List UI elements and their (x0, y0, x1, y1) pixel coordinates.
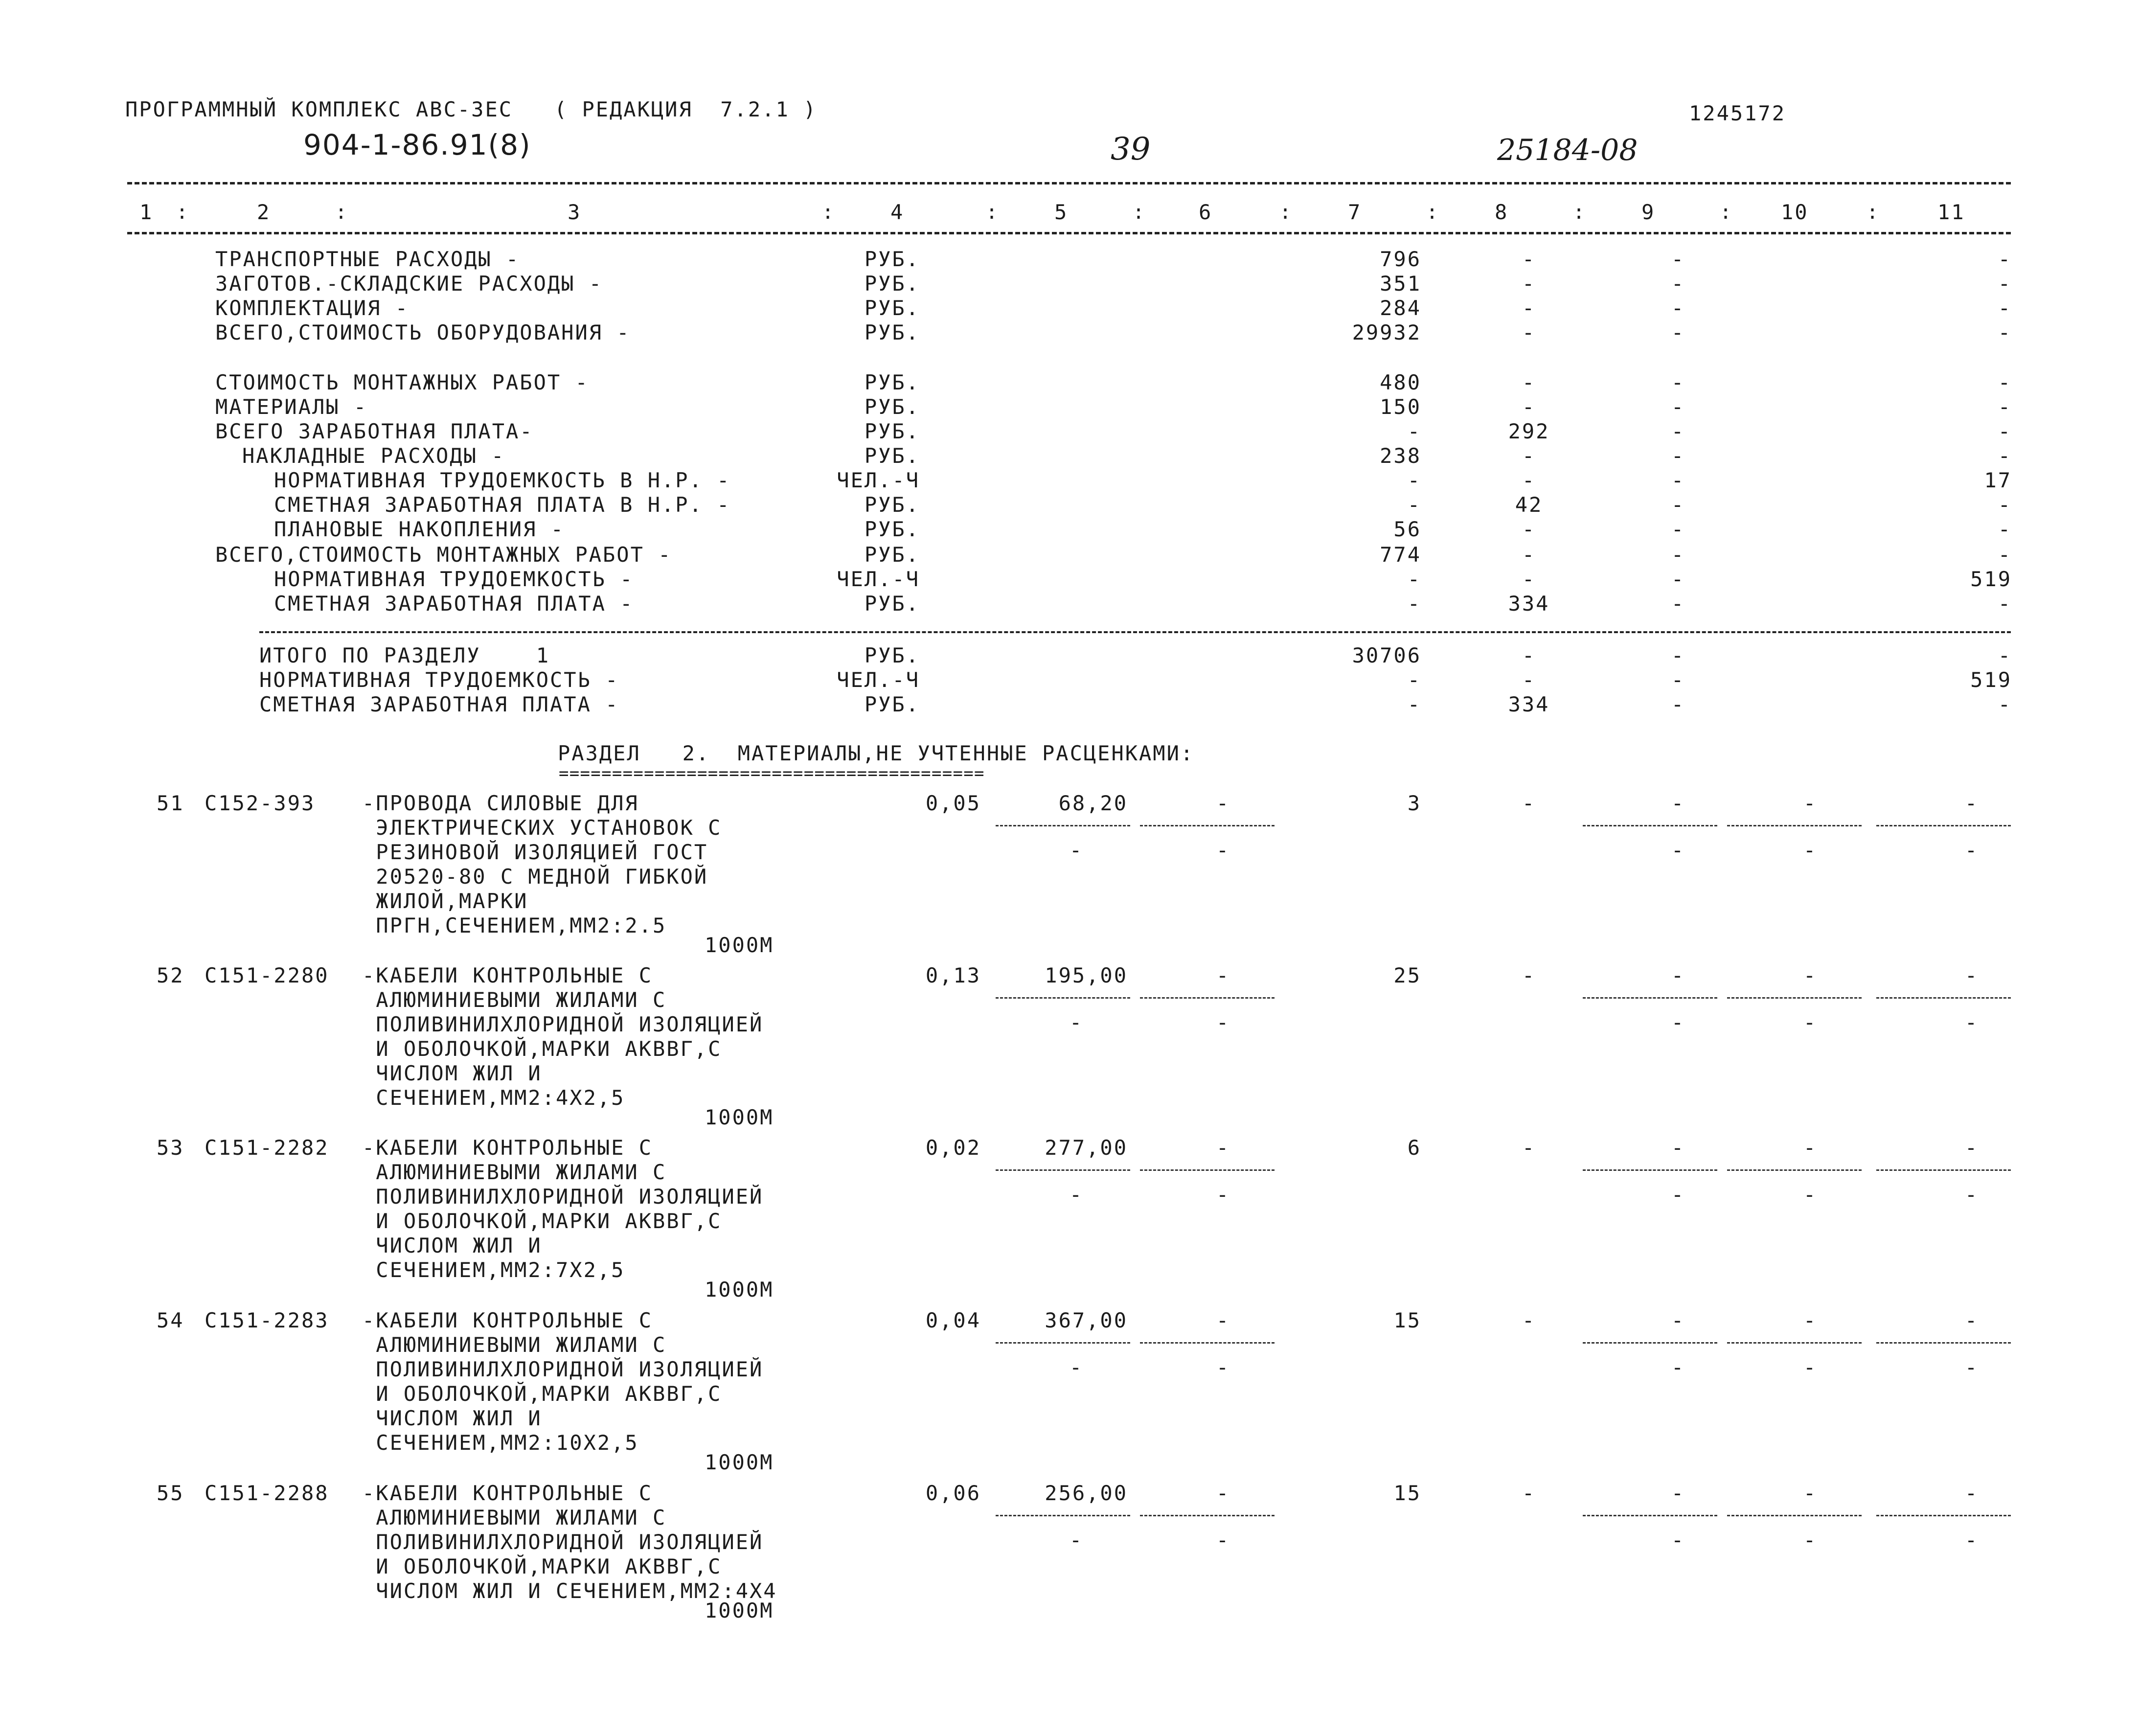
summary-row-unit: РУБ. (864, 444, 920, 468)
summary-row-unit: РУБ. (864, 370, 920, 394)
section1-total-rule (259, 631, 2011, 633)
summary-row-col7: 796 (1380, 247, 1421, 271)
item-col7: 15 (1393, 1308, 1421, 1332)
item-col6-second: - (1216, 838, 1230, 862)
summary-row-col9: - (1671, 468, 1685, 492)
fraction-rule (996, 825, 1130, 826)
item-col5-second: - (1069, 838, 1084, 862)
item-number: 52 (157, 963, 184, 987)
summary-row-unit: РУБ. (864, 592, 920, 616)
item-col9: - (1671, 791, 1685, 815)
item-col9-second: - (1671, 1010, 1685, 1034)
item-description-line: ПОЛИВИНИЛХЛОРИДНОЙ ИЗОЛЯЦИЕЙ (362, 1012, 764, 1036)
item-col5-second: - (1069, 1355, 1084, 1379)
total-row-label: ИТОГО ПО РАЗДЕЛУ 1 (259, 643, 550, 667)
item-description-line: ЖИЛОЙ,МАРКИ (362, 889, 528, 913)
summary-row-unit: ЧЕЛ.-Ч (837, 468, 920, 492)
column-separator: : (1867, 201, 1880, 224)
summary-row-col8: - (1522, 444, 1536, 468)
item-col7: 6 (1407, 1136, 1421, 1160)
summary-row-col8: - (1522, 272, 1536, 296)
column-separator: : (1426, 201, 1440, 224)
header-bottom-rule (127, 232, 2011, 234)
fraction-rule (1876, 997, 2011, 999)
summary-row-col11: - (1998, 370, 2012, 394)
item-col10-second: - (1803, 1010, 1818, 1034)
header-top-rule (127, 182, 2011, 184)
fraction-rule (1876, 1169, 2011, 1171)
item-col10-second: - (1803, 838, 1818, 862)
item-quantity: 0,05 (925, 791, 981, 815)
item-description-line: ЭЛЕКТРИЧЕСКИХ УСТАНОВОК С (362, 816, 722, 840)
summary-row-unit: РУБ. (864, 517, 920, 541)
summary-row-col11: - (1998, 444, 2012, 468)
summary-row-col7: 56 (1393, 517, 1421, 541)
fraction-rule (1140, 1342, 1275, 1344)
summary-row-col11: - (1998, 272, 2012, 296)
summary-row-col11: - (1998, 395, 2012, 419)
item-unit: 1000М (705, 933, 774, 957)
item-quantity: 0,06 (925, 1481, 981, 1505)
item-description-line: СЕЧЕНИЕМ,ММ2:10Х2,5 (362, 1431, 639, 1455)
item-col6: - (1216, 1481, 1230, 1505)
fraction-rule (1876, 1342, 2011, 1344)
summary-row-col8: - (1522, 567, 1536, 591)
item-col6: - (1216, 1308, 1230, 1332)
item-col10-second: - (1803, 1355, 1818, 1379)
column-separator: : (1720, 201, 1733, 224)
total-row-col8: - (1522, 668, 1536, 692)
summary-row-label: ПЛАНОВЫЕ НАКОПЛЕНИЯ - (274, 517, 565, 541)
item-col8: - (1522, 1136, 1536, 1160)
summary-row-label: МАТЕРИАЛЫ - (215, 395, 368, 419)
fraction-rule (1876, 825, 2011, 826)
item-unit: 1000М (705, 1105, 774, 1129)
item-description-line: И ОБОЛОЧКОЙ,МАРКИ АКВВГ,С (362, 1554, 722, 1578)
summary-row-col11: - (1998, 419, 2012, 443)
summary-row-col8: - (1522, 320, 1536, 344)
total-row-col11: 519 (1970, 668, 2012, 692)
fraction-rule (1583, 1169, 1717, 1171)
summary-row-col11: - (1998, 543, 2012, 567)
summary-row-col9: - (1671, 296, 1685, 320)
item-col9: - (1671, 1481, 1685, 1505)
summary-row-label: НОРМАТИВНАЯ ТРУДОЕМКОСТЬ В Н.Р. - (274, 468, 731, 492)
column-header: 3 (568, 200, 582, 224)
item-col11-second: - (1964, 838, 1979, 862)
summary-row-col7: 351 (1380, 272, 1421, 296)
total-row-col8: 334 (1508, 692, 1550, 716)
item-col5-second: - (1069, 1183, 1084, 1207)
item-code: С152-393 (205, 791, 316, 815)
item-quantity: 0,04 (925, 1308, 981, 1332)
item-description-line: -ПРОВОДА СИЛОВЫЕ ДЛЯ (362, 791, 639, 815)
summary-row-col7: 480 (1380, 370, 1421, 394)
total-row-label: НОРМАТИВНАЯ ТРУДОЕМКОСТЬ - (259, 668, 619, 692)
item-col6-second: - (1216, 1528, 1230, 1552)
summary-row-col9: - (1671, 517, 1685, 541)
column-header: 11 (1937, 200, 1965, 224)
item-price: 195,00 (1045, 963, 1128, 987)
summary-row-label: НАКЛАДНЫЕ РАСХОДЫ - (242, 444, 505, 468)
item-col6: - (1216, 963, 1230, 987)
total-row-col11: - (1998, 692, 2012, 716)
summary-row-col11: - (1998, 247, 2012, 271)
item-col6-second: - (1216, 1010, 1230, 1034)
program-title: ПРОГРАММНЫЙ КОМПЛЕКС АВС-3ЕС ( РЕДАКЦИЯ 7.2.1 ) (125, 97, 818, 121)
summary-row-col9: - (1671, 370, 1685, 394)
summary-row-col9: - (1671, 444, 1685, 468)
column-separator: : (176, 201, 190, 224)
fraction-rule (1727, 1515, 1862, 1516)
total-row-label: СМЕТНАЯ ЗАРАБОТНАЯ ПЛАТА - (259, 692, 619, 716)
column-separator: : (1279, 201, 1293, 224)
item-description-line: СЕЧЕНИЕМ,ММ2:4Х2,5 (362, 1086, 625, 1110)
column-header: 1 (139, 200, 154, 224)
item-description-line: -КАБЕЛИ КОНТРОЛЬНЫЕ С (362, 963, 653, 987)
item-number: 53 (157, 1136, 184, 1160)
summary-row-col9: - (1671, 419, 1685, 443)
fraction-rule (996, 1342, 1130, 1344)
summary-row-label: СМЕТНАЯ ЗАРАБОТНАЯ ПЛАТА В Н.Р. - (274, 493, 731, 517)
summary-row-col9: - (1671, 567, 1685, 591)
item-price: 367,00 (1045, 1308, 1128, 1332)
item-col8: - (1522, 1308, 1536, 1332)
column-header: 5 (1054, 200, 1069, 224)
fraction-rule (1583, 1515, 1717, 1516)
item-col6: - (1216, 1136, 1230, 1160)
summary-row-unit: РУБ. (864, 419, 920, 443)
item-description-line: И ОБОЛОЧКОЙ,МАРКИ АКВВГ,С (362, 1382, 722, 1406)
item-col8: - (1522, 1481, 1536, 1505)
column-separator: : (335, 201, 349, 224)
summary-row-label: СМЕТНАЯ ЗАРАБОТНАЯ ПЛАТА - (274, 592, 634, 616)
summary-row-label: ВСЕГО ЗАРАБОТНАЯ ПЛАТА- (215, 419, 534, 443)
fraction-rule (1583, 1342, 1717, 1344)
column-header: 7 (1348, 200, 1362, 224)
item-description-line: ПОЛИВИНИЛХЛОРИДНОЙ ИЗОЛЯЦИЕЙ (362, 1185, 764, 1209)
item-number: 54 (157, 1308, 184, 1332)
summary-row-col7: - (1407, 468, 1421, 492)
item-col7: 15 (1393, 1481, 1421, 1505)
item-col6-second: - (1216, 1355, 1230, 1379)
item-col10: - (1803, 791, 1818, 815)
summary-row-label: КОМПЛЕКТАЦИЯ - (215, 296, 410, 320)
total-row-col7: - (1407, 692, 1421, 716)
total-row-unit: ЧЕЛ.-Ч (837, 668, 920, 692)
item-code: С151-2280 (205, 963, 329, 987)
item-col10-second: - (1803, 1183, 1818, 1207)
column-header: 4 (890, 200, 905, 224)
summary-row-label: ВСЕГО,СТОИМОСТЬ МОНТАЖНЫХ РАБОТ - (215, 543, 672, 567)
column-header: 6 (1199, 200, 1213, 224)
item-description-line: СЕЧЕНИЕМ,ММ2:7Х2,5 (362, 1258, 625, 1282)
item-description-line: ПОЛИВИНИЛХЛОРИДНОЙ ИЗОЛЯЦИЕЙ (362, 1530, 764, 1554)
item-price: 256,00 (1045, 1481, 1128, 1505)
summary-row-label: СТОИМОСТЬ МОНТАЖНЫХ РАБОТ - (215, 370, 589, 394)
summary-row-col9: - (1671, 272, 1685, 296)
item-description-line: -КАБЕЛИ КОНТРОЛЬНЫЕ С (362, 1481, 653, 1505)
item-col9-second: - (1671, 838, 1685, 862)
total-row-unit: РУБ. (864, 643, 920, 667)
item-description-line: АЛЮМИНИЕВЫМИ ЖИЛАМИ С (362, 1333, 667, 1357)
summary-row-unit: РУБ. (864, 543, 920, 567)
item-col9: - (1671, 1308, 1685, 1332)
item-col9-second: - (1671, 1528, 1685, 1552)
item-description-line: ЧИСЛОМ ЖИЛ И (362, 1233, 542, 1257)
summary-row-col9: - (1671, 592, 1685, 616)
summary-row-col9: - (1671, 395, 1685, 419)
summary-row-col9: - (1671, 320, 1685, 344)
total-row-col9: - (1671, 643, 1685, 667)
summary-row-col7: 150 (1380, 395, 1421, 419)
item-col11-second: - (1964, 1528, 1979, 1552)
summary-row-unit: РУБ. (864, 395, 920, 419)
project-code: 904-1-86.91(8) (303, 128, 531, 161)
fraction-rule (1140, 997, 1275, 999)
item-description-line: АЛЮМИНИЕВЫМИ ЖИЛАМИ С (362, 988, 667, 1012)
item-description-line: ЧИСЛОМ ЖИЛ И (362, 1061, 542, 1085)
summary-row-col9: - (1671, 247, 1685, 271)
summary-row-col8: - (1522, 468, 1536, 492)
item-col7: 3 (1407, 791, 1421, 815)
item-col9: - (1671, 1136, 1685, 1160)
item-col10-second: - (1803, 1528, 1818, 1552)
item-quantity: 0,13 (925, 963, 981, 987)
column-header: 10 (1781, 200, 1809, 224)
summary-row-col8: 42 (1515, 493, 1543, 517)
column-separator: : (1133, 201, 1146, 224)
item-col5-second: - (1069, 1010, 1084, 1034)
summary-row-col7: 29932 (1352, 320, 1421, 344)
column-separator: : (822, 201, 836, 224)
item-col11: - (1964, 1136, 1979, 1160)
summary-row-label: ВСЕГО,СТОИМОСТЬ ОБОРУДОВАНИЯ - (215, 320, 631, 344)
item-col11: - (1964, 1481, 1979, 1505)
column-separator: : (1573, 201, 1587, 224)
column-header: 9 (1641, 200, 1656, 224)
item-description-line: -КАБЕЛИ КОНТРОЛЬНЫЕ С (362, 1136, 653, 1160)
item-col6-second: - (1216, 1183, 1230, 1207)
total-row-col9: - (1671, 668, 1685, 692)
summary-row-col7: - (1407, 419, 1421, 443)
fraction-rule (1727, 825, 1862, 826)
fraction-rule (1140, 825, 1275, 826)
item-col10: - (1803, 1136, 1818, 1160)
column-separator: : (986, 201, 1000, 224)
fraction-rule (1876, 1515, 2011, 1516)
item-col8: - (1522, 963, 1536, 987)
fraction-rule (1140, 1169, 1275, 1171)
item-description-line: ПРГН,СЕЧЕНИЕМ,ММ2:2.5 (362, 914, 667, 937)
summary-row-col7: 284 (1380, 296, 1421, 320)
summary-row-col11: - (1998, 320, 2012, 344)
summary-row-col11: - (1998, 592, 2012, 616)
fraction-rule (996, 997, 1130, 999)
summary-row-col7: 774 (1380, 543, 1421, 567)
summary-row-col8: - (1522, 543, 1536, 567)
summary-row-col9: - (1671, 493, 1685, 517)
item-col6: - (1216, 791, 1230, 815)
summary-row-unit: РУБ. (864, 320, 920, 344)
item-col11-second: - (1964, 1010, 1979, 1034)
fraction-rule (1727, 1342, 1862, 1344)
fraction-rule (1140, 1515, 1275, 1516)
item-code: С151-2283 (205, 1308, 329, 1332)
summary-row-col7: - (1407, 592, 1421, 616)
summary-row-col8: - (1522, 395, 1536, 419)
summary-row-unit: РУБ. (864, 493, 920, 517)
item-unit: 1000М (705, 1599, 774, 1622)
item-col9-second: - (1671, 1355, 1685, 1379)
total-row-col7: 30706 (1352, 643, 1421, 667)
summary-row-col8: - (1522, 247, 1536, 271)
fraction-rule (996, 1169, 1130, 1171)
item-col10: - (1803, 963, 1818, 987)
item-col11-second: - (1964, 1183, 1979, 1207)
item-col7: 25 (1393, 963, 1421, 987)
item-description-line: АЛЮМИНИЕВЫМИ ЖИЛАМИ С (362, 1506, 667, 1530)
summary-row-label: ТРАНСПОРТНЫЕ РАСХОДЫ - (215, 247, 520, 271)
document-number: 1245172 (1689, 101, 1786, 125)
item-price: 68,20 (1058, 791, 1128, 815)
item-description-line: 20520-80 С МЕДНОЙ ГИБКОЙ (362, 865, 708, 889)
summary-row-col11: - (1998, 493, 2012, 517)
total-row-unit: РУБ. (864, 692, 920, 716)
summary-row-col8: - (1522, 370, 1536, 394)
summary-row-col11: 519 (1970, 567, 2012, 591)
item-description-line: И ОБОЛОЧКОЙ,МАРКИ АКВВГ,С (362, 1037, 722, 1061)
summary-row-col11: 17 (1984, 468, 2012, 492)
summary-row-col7: 238 (1380, 444, 1421, 468)
section2-title: РАЗДЕЛ 2. МАТЕРИАЛЫ,НЕ УЧТЕННЫЕ РАСЦЕНКАМИ: (558, 741, 1195, 765)
total-row-col11: - (1998, 643, 2012, 667)
total-row-col8: - (1522, 643, 1536, 667)
summary-row-unit: РУБ. (864, 247, 920, 271)
item-col10: - (1803, 1481, 1818, 1505)
summary-row-col9: - (1671, 543, 1685, 567)
item-description-line: РЕЗИНОВОЙ ИЗОЛЯЦИЕЙ ГОСТ (362, 840, 708, 864)
item-col11-second: - (1964, 1355, 1979, 1379)
item-quantity: 0,02 (925, 1136, 981, 1160)
item-price: 277,00 (1045, 1136, 1128, 1160)
summary-row-col8: 334 (1508, 592, 1550, 616)
item-number: 55 (157, 1481, 184, 1505)
item-col8: - (1522, 791, 1536, 815)
item-col11: - (1964, 963, 1979, 987)
item-description-line: И ОБОЛОЧКОЙ,МАРКИ АКВВГ,С (362, 1209, 722, 1233)
item-col9-second: - (1671, 1183, 1685, 1207)
summary-row-unit: ЧЕЛ.-Ч (837, 567, 920, 591)
summary-row-label: НОРМАТИВНАЯ ТРУДОЕМКОСТЬ - (274, 567, 634, 591)
section2-underline: ======================================== (559, 764, 985, 783)
fraction-rule (1727, 997, 1862, 999)
summary-row-col7: - (1407, 493, 1421, 517)
column-header: 8 (1495, 200, 1509, 224)
column-header: 2 (257, 200, 271, 224)
item-col5-second: - (1069, 1528, 1084, 1552)
item-col10: - (1803, 1308, 1818, 1332)
fraction-rule (1583, 825, 1717, 826)
item-col9: - (1671, 963, 1685, 987)
summary-row-col11: - (1998, 517, 2012, 541)
sheet-code: 25184-08 (1497, 133, 1638, 167)
item-description-line: ЧИСЛОМ ЖИЛ И СЕЧЕНИЕМ,ММ2:4Х4 (362, 1579, 777, 1603)
summary-row-col7: - (1407, 567, 1421, 591)
fraction-rule (996, 1515, 1130, 1516)
item-description-line: ЧИСЛОМ ЖИЛ И (362, 1406, 542, 1430)
item-code: С151-2288 (205, 1481, 329, 1505)
item-col11: - (1964, 791, 1979, 815)
page-number: 39 (1111, 131, 1151, 167)
total-row-col9: - (1671, 692, 1685, 716)
item-number: 51 (157, 791, 184, 815)
fraction-rule (1727, 1169, 1862, 1171)
summary-row-label: ЗАГОТОВ.-СКЛАДСКИЕ РАСХОДЫ - (215, 272, 603, 296)
item-col11: - (1964, 1308, 1979, 1332)
summary-row-unit: РУБ. (864, 296, 920, 320)
item-unit: 1000М (705, 1278, 774, 1302)
fraction-rule (1583, 997, 1717, 999)
item-description-line: -КАБЕЛИ КОНТРОЛЬНЫЕ С (362, 1308, 653, 1332)
summary-row-col11: - (1998, 296, 2012, 320)
summary-row-col8: - (1522, 517, 1536, 541)
summary-row-col8: - (1522, 296, 1536, 320)
summary-row-col8: 292 (1508, 419, 1550, 443)
item-description-line: ПОЛИВИНИЛХЛОРИДНОЙ ИЗОЛЯЦИЕЙ (362, 1357, 764, 1381)
total-row-col7: - (1407, 668, 1421, 692)
summary-row-unit: РУБ. (864, 272, 920, 296)
item-description-line: АЛЮМИНИЕВЫМИ ЖИЛАМИ С (362, 1160, 667, 1184)
item-unit: 1000М (705, 1450, 774, 1474)
item-code: С151-2282 (205, 1136, 329, 1160)
